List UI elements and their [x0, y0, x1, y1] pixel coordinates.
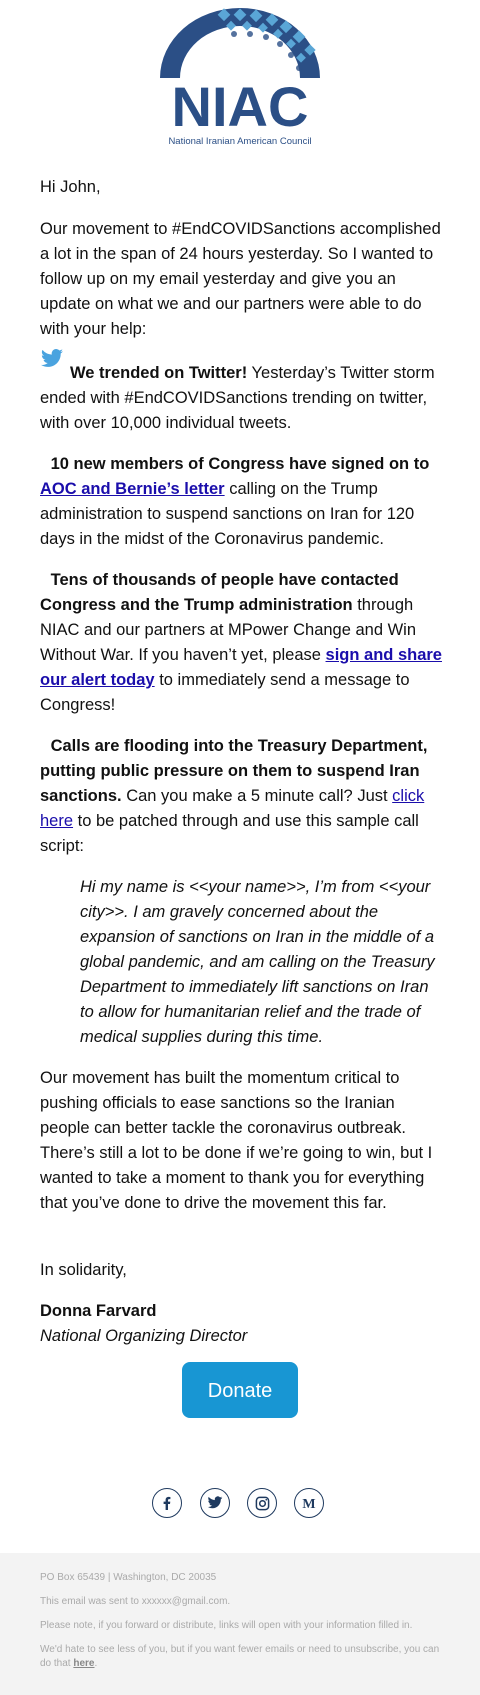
logo-subtitle: National Iranian American Council: [168, 136, 312, 147]
item-congress: [40, 452, 445, 552]
call-script-quote: Hi my name is <<your name>>, I’m from <<your city>>. I am gravely concerned about the expansion of sanctions on Iran in the middle of a global pandemic, and am calling on the Treasury Department to immediately lift sanctions on Iran to allow for humanitarian relief and the trade of medical supplies during this time.: [80, 878, 435, 1046]
item-congress-text: calling on the Trump administration to suspend sanctions on Iran for 120 days in the midst of the Coronavirus pandemic.: [40, 480, 415, 548]
unsubscribe-end: .: [94, 1658, 98, 1669]
footer-note: Please note, if you forward or distribute, links will open with your information filled in.: [40, 1620, 413, 1631]
mosaic-arch-icon: [160, 8, 320, 78]
alert-link[interactable]: sign and share our alert today: [40, 646, 442, 689]
niac-logo: [150, 8, 330, 153]
unsubscribe-link[interactable]: here: [73, 1658, 95, 1669]
item-contacts-headline: Tens of thousands of people have contacted Congress and the Trump administration: [40, 571, 399, 614]
facebook-icon[interactable]: [152, 1488, 182, 1518]
signer-title: National Organizing Director: [40, 1327, 248, 1345]
item-contacts: [40, 568, 445, 718]
twitter-bird-icon: [40, 348, 64, 370]
footer-unsubscribe: [40, 1643, 450, 1671]
item-calls-text: Can you make a 5 minute call? Just: [121, 787, 393, 805]
intro-paragraph: Our movement to #EndCOVIDSanctions accomplished a lot in the span of 24 hours yesterday. So I wanted to follow up on my email yesterday and give you an update on what we and our partners were able to do with your help:: [40, 220, 441, 338]
item-twitter-text: Yesterday’s Twitter storm ended with #EndCOVIDSanctions trending on twitter, with over 10,000 individual tweets.: [40, 364, 435, 432]
letter-link[interactable]: AOC and Bernie’s letter: [40, 480, 225, 498]
footer-sent-to: This email was sent to xxxxxx@gmail.com.: [40, 1596, 231, 1607]
item-calls-text-end: to be patched through and use this sample call script:: [40, 812, 419, 855]
svg-text:M: M: [302, 1497, 316, 1510]
signoff: In solidarity,: [40, 1261, 127, 1279]
signer-name: Donna Farvard: [40, 1302, 157, 1320]
closing-paragraph: Our movement has built the momentum critical to pushing officials to ease sanctions so the Iranian people can better tackle the coronavirus outbreak. There’s still a lot to be done if we’re going to win, but I wanted to take a moment to thank you for everything that you’ve done to drive the movement this far.: [40, 1069, 433, 1212]
donate-button[interactable]: Donate: [182, 1362, 298, 1418]
instagram-icon[interactable]: [247, 1488, 277, 1518]
item-twitter-headline: We trended on Twitter!: [70, 364, 248, 382]
medium-icon[interactable]: [294, 1488, 324, 1518]
email-body: [40, 175, 445, 1365]
greeting: Hi John,: [40, 178, 101, 196]
footer: [0, 1553, 480, 1695]
item-calls: [40, 734, 445, 859]
item-contacts-text-end: to immediately send a message to Congress!: [40, 671, 410, 714]
call-link[interactable]: click here: [40, 787, 425, 830]
item-congress-headline: 10 new members of Congress have signed on to: [50, 455, 430, 473]
social-links: [152, 1488, 332, 1522]
item-contacts-text: through NIAC and our partners at MPower Change and Win Without War. If you haven’t yet, please: [40, 596, 417, 664]
logo-wordmark: NIAC: [171, 75, 309, 138]
item-twitter: [40, 358, 445, 436]
twitter-icon[interactable]: [200, 1488, 230, 1518]
unsubscribe-text: We'd hate to see less of you, but if you want fewer emails or need to unsubscribe, you can do that: [40, 1644, 440, 1669]
item-calls-headline: Calls are flooding into the Treasury Department, putting public pressure on them to suspend Iran sanctions.: [40, 737, 428, 805]
footer-address: PO Box 65439 | Washington, DC 20035: [40, 1572, 217, 1583]
